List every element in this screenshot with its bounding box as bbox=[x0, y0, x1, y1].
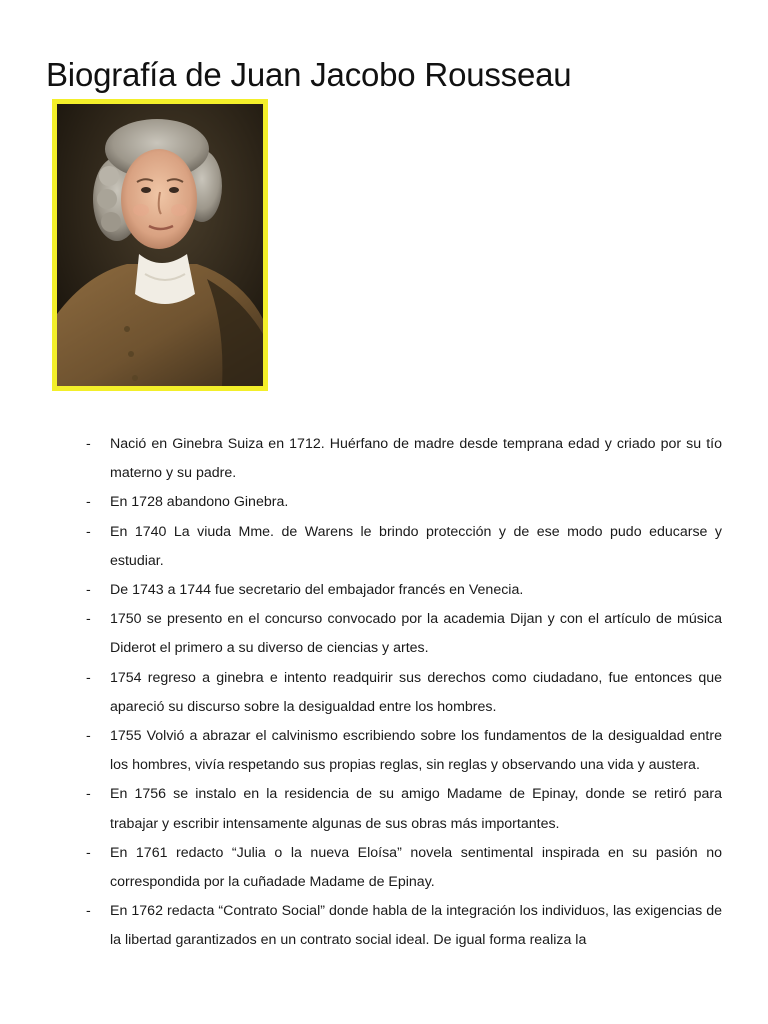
list-item-text: En 1728 abandono Ginebra. bbox=[110, 494, 289, 511]
list-item bbox=[86, 780, 722, 838]
bullet-dash: - bbox=[86, 903, 91, 920]
page-title: Biografía de Juan Jacobo Rousseau bbox=[46, 56, 572, 93]
portrait-image bbox=[57, 104, 263, 386]
list-item-text: Nació en Ginebra Suiza en 1712. Huérfano de madre desde temprana edad y criado por su tío materno y su padre. bbox=[110, 436, 722, 482]
bullet-dash: - bbox=[86, 436, 91, 452]
biography-list bbox=[86, 430, 722, 956]
list-item bbox=[86, 605, 722, 663]
list-item bbox=[86, 839, 722, 897]
bullet-dash: - bbox=[86, 786, 91, 803]
bullet-dash: - bbox=[86, 523, 91, 540]
list-item bbox=[86, 576, 722, 605]
list-item bbox=[86, 897, 722, 955]
list-item-text: De 1743 a 1744 fue secretario del embajador francés en Venecia. bbox=[110, 582, 524, 599]
bullet-dash: - bbox=[86, 728, 91, 745]
list-item-text: 1755 Volvió a abrazar el calvinismo escribiendo sobre los fundamentos de la desigualdad entre los hombres, vivía respetando sus propias reglas, sin reglas y observando una vida y austera. bbox=[110, 728, 722, 774]
list-item-text: En 1762 redacta “Contrato Social” donde habla de la integración los individuos, las exigencias de la libertad garantizados en un contrato social ideal. De igual forma realiza la bbox=[110, 903, 722, 949]
list-item-text: En 1740 La viuda Mme. de Warens le brindo protección y de ese modo pudo educarse y estudiar. bbox=[110, 523, 722, 569]
list-item-text: En 1761 redacto “Julia o la nueva Eloísa” novela sentimental inspirada en su pasión no correspondida por la cuñadade Madame de Epinay. bbox=[110, 844, 722, 891]
list-item bbox=[86, 518, 722, 576]
list-item-text: En 1756 se instalo en la residencia de su amigo Madame de Epinay, donde se retiró para trabajar y escribir intensamente algunas de sus obras más importantes. bbox=[110, 786, 722, 832]
bullet-dash: - bbox=[86, 611, 91, 628]
bullet-dash: - bbox=[86, 582, 91, 599]
list-item bbox=[86, 488, 722, 517]
list-item bbox=[86, 664, 722, 722]
bullet-dash: - bbox=[86, 494, 91, 511]
list-item bbox=[86, 430, 722, 488]
bullet-dash: - bbox=[86, 844, 91, 861]
bullet-dash: - bbox=[86, 669, 91, 686]
rousseau-portrait bbox=[52, 99, 268, 391]
list-item bbox=[86, 722, 722, 780]
list-item-text: 1754 regreso a ginebra e intento readquirir sus derechos como ciudadano, fue entonces que apareció su discurso sobre la desigualdad entre los hombres. bbox=[110, 669, 722, 715]
list-item-text: 1750 se presento en el concurso convocado por la academia Dijan y con el artículo de música Diderot el primero a su diverso de ciencias y artes. bbox=[110, 611, 722, 657]
